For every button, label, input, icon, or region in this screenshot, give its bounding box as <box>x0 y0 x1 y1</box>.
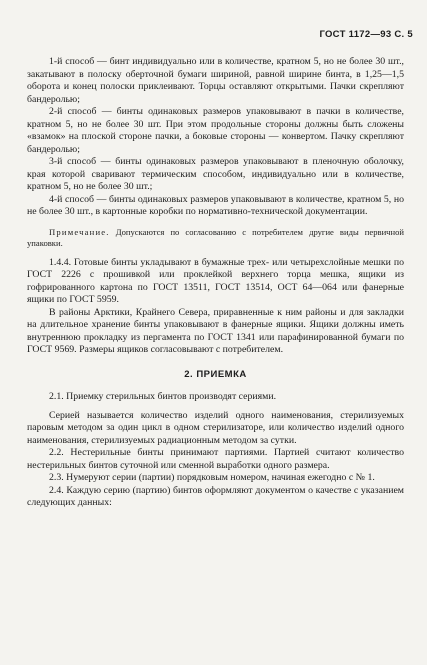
paragraph-method-2: 2-й способ — бинты одинаковых размеров упаковывают в пачки в количестве, кратном 5, но не более 30 шт. При этом продольные стороны должны быть сложены «взамок» на плоской стороне пачки, а боковые стороны — конвертом. Пачку скрепляют бандеролью; <box>27 106 404 155</box>
paragraph-method-4: 4-й способ — бинты одинаковых размеров упаковывают в количестве, кратном 5, но не более 30 шт., в картонные коробки по нормативно-технической документации. <box>27 193 404 217</box>
page-header: ГОСТ 1172—93 С. 5 <box>319 29 413 40</box>
paragraph-method-1: 1-й способ — бинт индивидуально или в количестве, кратном 5, но не более 30 шт., закатывают в полоску оберточной бумаги шириной, равной ширине бинта, в 1,25—1,5 оборота и конец полоски приклеивают. Торцы оставляют открытыми. Пачки скрепляют бандеролью; <box>27 56 404 105</box>
note-text: Допускаются по согласованию с потребителем другие виды первичной упаковки. <box>27 226 404 248</box>
paragraph-series-definition: Серией называется количество изделий одного наименования, стерилизуемых паровым методом за один цикл в одном стерилизаторе, или количество изделий одного наименования, стерилизуемых радиационным методом за сутки. <box>27 409 404 446</box>
note-label: Примечание. <box>49 226 110 237</box>
section-title: 2. ПРИЕМКА <box>184 368 247 380</box>
paragraph-2-2: 2.2. Нестерильные бинты принимают партиями. Партией считают количество нестерильных бинтов суточной или сменной выработки одного размера. <box>27 447 404 471</box>
note <box>27 227 404 249</box>
paragraph-arctic: В районы Арктики, Крайнего Севера, приравненные к ним районы и для закладки на длительное хранение бинты упаковывают в фанерные ящики. Ящики должны иметь внутреннюю прокладку из пергамента по ГОСТ 1341 или парафинированной бумаги по ГОСТ 9569. Размеры ящиков согласовывают с потребителем. <box>27 306 404 355</box>
paragraph-2-1: 2.1. Приемку стерильных бинтов производят сериями. <box>49 391 277 402</box>
paragraph-method-3: 3-й способ — бинты одинаковых размеров упаковывают в пленочную оболочку, края которой сваривают термическим способом, индивидуально или в количестве, кратном 5, но не более 30 шт.; <box>27 156 404 192</box>
paragraph-1-4-4: 1.4.4. Готовые бинты укладывают в бумажные трех- или четырехслойные мешки по ГОСТ 2226 с прошивкой или проклейкой верхнего торца мешка, ящики из гофрированного картона по ГОСТ 13511, ГОСТ 13514, ОСТ 64—064 или фанерные ящики по ГОСТ 5959. <box>27 256 404 305</box>
paragraph-2-4: 2.4. Каждую серию (партию) бинтов оформляют документом о качестве с указанием следующих данных: <box>27 484 404 508</box>
paragraph-2-3: 2.3. Нумеруют серии (партии) порядковым номером, начиная ежегодно с № 1. <box>49 472 375 483</box>
document-body <box>27 56 404 510</box>
